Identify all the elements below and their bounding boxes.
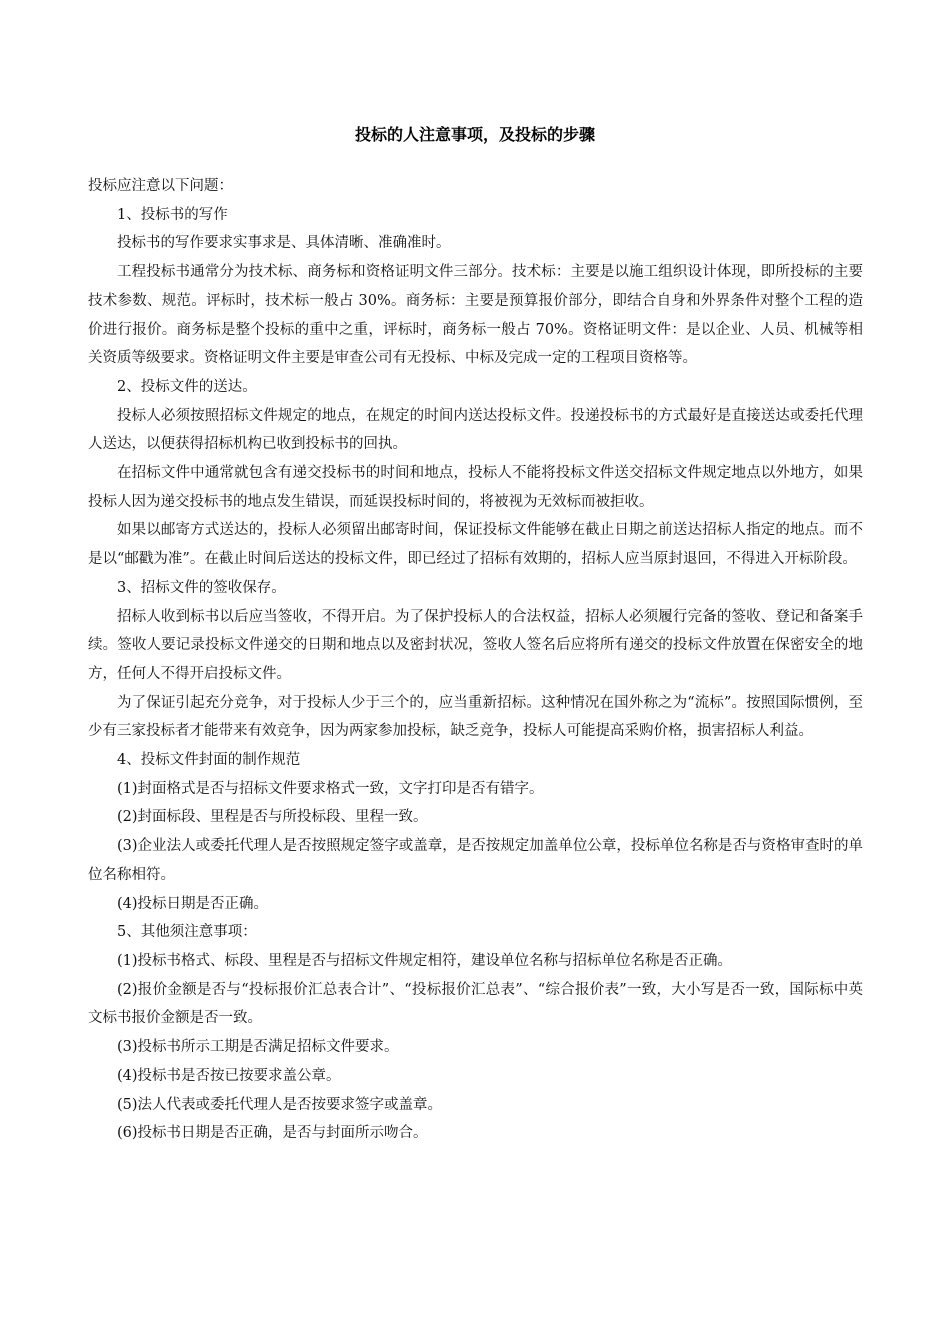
paragraph: 4、投标文件封面的制作规范	[117, 752, 301, 769]
paragraph: 如果以邮寄方式送达的，投标人必须留出邮寄时间，保证投标文件能够在截止日期之前送达招标人指定的地点。而不是以“邮戳为准”。在截止时间后送达的投标文件，即已经过了招标有效期的，招标人应当原封退回，不得进入开标阶段。	[88, 522, 863, 568]
page-title: 投标的人注意事项，及投标的步骤	[354, 125, 595, 144]
paragraph: (6)投标书日期是否正确，是否与封面所示吻合。	[117, 1125, 428, 1142]
document-body	[88, 172, 863, 1148]
paragraph: 2、投标文件的送达。	[117, 378, 257, 395]
paragraph: (1)封面格式是否与招标文件要求格式一致，文字打印是否有错字。	[117, 780, 544, 797]
paragraph: (2)报价金额是否与“投标报价汇总表合计”、“投标报价汇总表”、“综合报价表”一致，大小写是否一致，国际标中英文标书报价金额是否一致。	[88, 981, 863, 1027]
paragraph: 在招标文件中通常就包含有递交投标书的时间和地点，投标人不能将投标文件送交招标文件规定地点以外地方，如果投标人因为递交投标书的地点发生错误，而延误投标时间的，将被视为无效标而被拒收。	[88, 465, 863, 510]
paragraph: (3)企业法人或委托代理人是否按照规定签字或盖章，是否按规定加盖单位公章，投标单位名称是否与资格审查时的单位名称相符。	[88, 838, 863, 883]
paragraph: 投标人必须按照招标文件规定的地点，在规定的时间内送达投标文件。投递投标书的方式最好是直接送达或委托代理人送达，以便获得招标机构已收到投标书的回执。	[88, 407, 863, 453]
paragraph: 1、投标书的写作	[117, 206, 228, 223]
paragraph: 为了保证引起充分竞争，对于投标人少于三个的，应当重新招标。这种情况在国外称之为“流标”。按照国际惯例，至少有三家投标者才能带来有效竞争，因为两家参加投标，缺乏竞争，投标人可能提高采购价格，损害招标人利益。	[88, 694, 863, 740]
paragraph: (3)投标书所示工期是否满足招标文件要求。	[117, 1039, 399, 1056]
paragraph: (5)法人代表或委托代理人是否按要求签字或盖章。	[117, 1096, 443, 1113]
paragraph: (2)封面标段、里程是否与所投标段、里程一致。	[117, 809, 428, 826]
paragraph: (4)投标书是否按已按要求盖公章。	[117, 1067, 341, 1084]
paragraph: 招标人收到标书以后应当签收，不得开启。为了保护投标人的合法权益，招标人必须履行完备的签收、登记和备案手续。签收人要记录投标文件递交的日期和地点以及密封状况，签收人签名后应将所有递交的投标文件放置在保密安全的地方，任何人不得开启投标文件。	[88, 608, 863, 682]
paragraph: (4)投标日期是否正确。	[117, 895, 269, 912]
paragraph: (1)投标书格式、标段、里程是否与招标文件规定相符，建设单位名称与招标单位名称是否正确。	[117, 952, 733, 969]
paragraph: 投标应注意以下问题：	[88, 178, 233, 194]
paragraph: 5、其他须注意事项：	[117, 924, 257, 941]
paragraph: 工程投标书通常分为技术标、商务标和资格证明文件三部分。技术标：主要是以施工组织设计体现，即所投标的主要技术参数、规范。评标时，技术标一般占 30%。商务标：主要是预算报价部分，即结合自身和外界条件对整个工程的造价进行报价。商务标是整个投标的重中之重，评标时，商务标一般占 70%。资格证明文件：是以企业、人员、机械等相关资质等级要求。资格证明文件主要是审查公司有无投标、中标及完成一定的工程项目资格等。	[88, 264, 863, 367]
paragraph: 投标书的写作要求实事求是、具体清晰、准确准时。	[117, 235, 451, 252]
paragraph: 3、招标文件的签收保存。	[117, 579, 286, 596]
